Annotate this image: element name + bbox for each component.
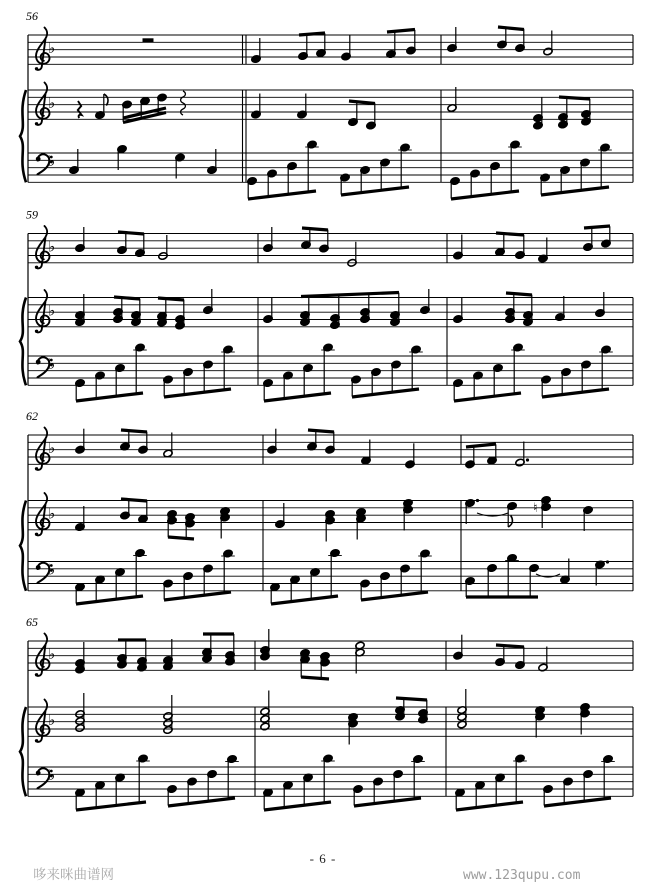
key-signature-flat: ♭ xyxy=(48,301,56,320)
key-signature-flat: ♭ xyxy=(48,439,56,457)
augmentation-dot xyxy=(606,560,609,563)
key-signature-flat: ♭ xyxy=(48,645,56,663)
key-signature-flat: ♭ xyxy=(48,355,56,373)
watermark-site-name: 哆来咪曲谱网 xyxy=(33,867,114,883)
notes-layer xyxy=(75,496,593,542)
notes-layer xyxy=(75,629,548,679)
key-signature-flat: ♭ xyxy=(48,504,56,523)
staff xyxy=(28,700,633,743)
key-signature-flat: ♭ xyxy=(48,766,56,784)
augmentation-dot xyxy=(526,458,529,461)
measure-number: 65 xyxy=(26,615,38,629)
key-signature-flat: ♭ xyxy=(48,39,56,57)
staff xyxy=(28,28,633,71)
key-signature-flat: ♭ xyxy=(48,94,56,112)
watermark-site-url: www.123qupu.com xyxy=(463,868,581,883)
system-59 xyxy=(20,208,633,402)
notes-layer xyxy=(75,754,615,810)
notes-layer xyxy=(78,87,591,130)
eighth-flag xyxy=(104,94,108,106)
notes-layer xyxy=(75,289,605,330)
accidental-natural: ♮ xyxy=(533,501,538,516)
system-65 xyxy=(20,615,633,810)
arpeggio-squiggle xyxy=(181,91,186,115)
whole-rest xyxy=(143,38,154,42)
brace-icon xyxy=(20,298,26,386)
key-signature-flat: ♭ xyxy=(48,711,56,729)
key-signature-flat: ♭ xyxy=(48,237,56,256)
quarter-rest xyxy=(78,101,82,118)
notes-layer xyxy=(143,27,554,63)
measure-number: 59 xyxy=(26,207,38,222)
measure-number: 56 xyxy=(26,9,38,23)
key-signature-flat: ♭ xyxy=(48,152,56,170)
eighth-flag xyxy=(508,516,512,528)
brace-icon xyxy=(20,90,26,182)
notes-layer xyxy=(75,343,613,401)
brace-icon xyxy=(20,501,26,591)
measure-number: 62 xyxy=(26,409,38,423)
brace-icon xyxy=(20,707,26,796)
augmentation-dot xyxy=(476,499,479,502)
page-number: - 6 - xyxy=(309,851,337,866)
system-62 xyxy=(20,409,633,604)
key-signature-flat: ♭ xyxy=(48,560,56,579)
notes-layer xyxy=(69,140,612,199)
notes-layer xyxy=(75,226,611,267)
system-56 xyxy=(20,9,633,199)
